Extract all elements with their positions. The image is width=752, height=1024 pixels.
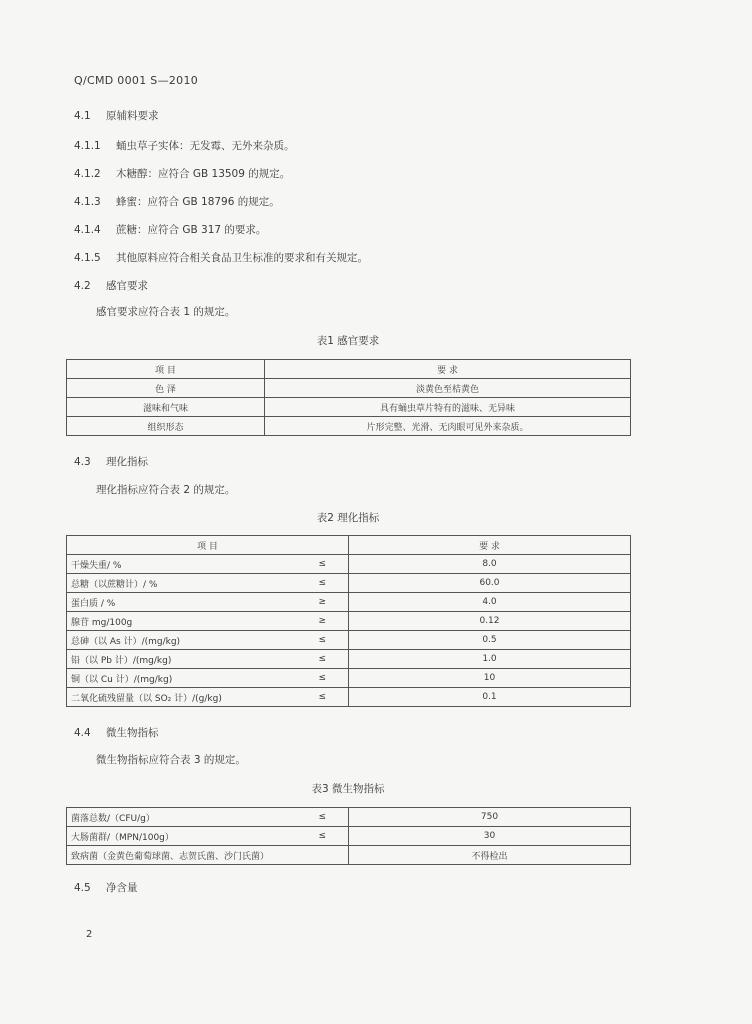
section-title: 感官要求: [106, 280, 148, 292]
comparison-symbol: ≤: [297, 688, 349, 707]
table-cell: 不得检出: [349, 846, 631, 865]
table-row: [67, 398, 631, 417]
clause-number: 4.1.4: [74, 224, 101, 236]
table-row: [67, 631, 631, 650]
table-cell: 菌落总数/（CFU/g）: [67, 808, 297, 827]
table-cell: 0.5: [349, 631, 631, 650]
table-row: [67, 379, 631, 398]
table-row: [67, 574, 631, 593]
comparison-symbol: ≤: [297, 555, 349, 574]
clause-text: 蛹虫草子实体：无发霉、无外来杂质。: [116, 140, 295, 152]
section-number: 4.5: [74, 882, 91, 894]
table-cell: 750: [349, 808, 631, 827]
section-number: 4.2: [74, 280, 91, 292]
table-2-physicochemical: [66, 535, 631, 707]
clause-number: 4.1.5: [74, 252, 101, 264]
comparison-symbol: ≤: [297, 808, 349, 827]
section-4-1-heading: [74, 108, 159, 123]
table-cell: 片形完整、光滑、无肉眼可见外来杂质。: [265, 417, 631, 436]
section-title: 原辅料要求: [106, 110, 159, 122]
table-cell: 大肠菌群/（MPN/100g）: [67, 827, 297, 846]
section-4-5-heading: [74, 880, 138, 895]
section-4-3-heading: [74, 454, 148, 469]
table-cell: 滋味和气味: [67, 398, 265, 417]
section-4-2-heading: [74, 278, 148, 293]
table-cell: 具有蛹虫草片特有的滋味、无异味: [265, 398, 631, 417]
table-cell: 4.0: [349, 593, 631, 612]
table-row: [67, 688, 631, 707]
section-title: 理化指标: [106, 456, 148, 468]
table-row: [67, 669, 631, 688]
table-cell: 淡黄色至桔黄色: [265, 379, 631, 398]
clause-4-1-2: [74, 166, 290, 181]
comparison-symbol: ≥: [297, 612, 349, 631]
clause-4-1-3: [74, 194, 280, 209]
section-4-2-paragraph: 感官要求应符合表 1 的规定。: [96, 306, 236, 318]
table-cell: 色 泽: [67, 379, 265, 398]
clause-4-1-5: [74, 250, 368, 265]
comparison-symbol: ≤: [297, 827, 349, 846]
section-number: 4.3: [74, 456, 91, 468]
table-header-cell: 要 求: [265, 360, 631, 379]
table-cell: 8.0: [349, 555, 631, 574]
table-cell: 60.0: [349, 574, 631, 593]
table-row: [67, 650, 631, 669]
table-cell: 二氧化硫残留量（以 SO₂ 计）/(g/kg): [67, 688, 297, 707]
table-row: [67, 808, 631, 827]
table-row: [67, 612, 631, 631]
table-cell: 30: [349, 827, 631, 846]
clause-number: 4.1.2: [74, 168, 101, 180]
page-number: 2: [86, 929, 93, 940]
clause-number: 4.1.1: [74, 140, 101, 152]
table-row: [67, 417, 631, 436]
clause-text: 木糖醇：应符合 GB 13509 的规定。: [116, 168, 291, 180]
comparison-symbol: ≥: [297, 593, 349, 612]
section-4-4-paragraph: 微生物指标应符合表 3 的规定。: [96, 754, 246, 766]
section-4-3-paragraph: 理化指标应符合表 2 的规定。: [96, 484, 236, 496]
table-header-cell: 项 目: [67, 360, 265, 379]
table-cell: 致病菌（金黄色葡萄球菌、志贺氏菌、沙门氏菌）: [67, 846, 349, 865]
comparison-symbol: ≤: [297, 574, 349, 593]
clause-text: 蔗糖：应符合 GB 317 的要求。: [116, 224, 267, 236]
table-row: [67, 846, 631, 865]
table-header-row: [67, 360, 631, 379]
clause-4-1-1: [74, 138, 295, 153]
comparison-symbol: ≤: [297, 669, 349, 688]
table-header-row: [67, 536, 631, 555]
table-cell: 总糖（以蔗糖计）/ %: [67, 574, 297, 593]
table-3-microbiological: [66, 807, 631, 865]
section-number: 4.1: [74, 110, 91, 122]
clause-4-1-4: [74, 222, 266, 237]
table-cell: 0.1: [349, 688, 631, 707]
section-number: 4.4: [74, 727, 91, 739]
table-cell: 蛋白质 / %: [67, 593, 297, 612]
table-cell: 铜（以 Cu 计）/(mg/kg): [67, 669, 297, 688]
table-cell: 10: [349, 669, 631, 688]
table-header-cell: 要 求: [349, 536, 631, 555]
comparison-symbol: ≤: [297, 650, 349, 669]
section-title: 净含量: [106, 882, 138, 894]
table-2-caption: 表2 理化指标: [316, 512, 380, 524]
table-1-sensory: [66, 359, 631, 436]
table-cell: 0.12: [349, 612, 631, 631]
table-cell: 腺苷 mg/100g: [67, 612, 297, 631]
section-title: 微生物指标: [106, 727, 159, 739]
standard-code-header: Q/CMD 0001 S—2010: [74, 74, 199, 87]
table-3-caption: 表3 微生物指标: [311, 783, 385, 795]
table-1-caption: 表1 感官要求: [316, 335, 380, 347]
comparison-symbol: ≤: [297, 631, 349, 650]
table-header-cell: 项 目: [67, 536, 349, 555]
section-4-4-heading: [74, 725, 159, 740]
table-row: [67, 593, 631, 612]
table-row: [67, 555, 631, 574]
table-cell: 干燥失重/ %: [67, 555, 297, 574]
table-cell: 组织形态: [67, 417, 265, 436]
clause-number: 4.1.3: [74, 196, 101, 208]
clause-text: 其他原料应符合相关食品卫生标准的要求和有关规定。: [116, 252, 368, 264]
table-cell: 1.0: [349, 650, 631, 669]
table-cell: 总砷（以 As 计）/(mg/kg): [67, 631, 297, 650]
table-cell: 铅（以 Pb 计）/(mg/kg): [67, 650, 297, 669]
clause-text: 蜂蜜：应符合 GB 18796 的规定。: [116, 196, 280, 208]
table-row: [67, 827, 631, 846]
